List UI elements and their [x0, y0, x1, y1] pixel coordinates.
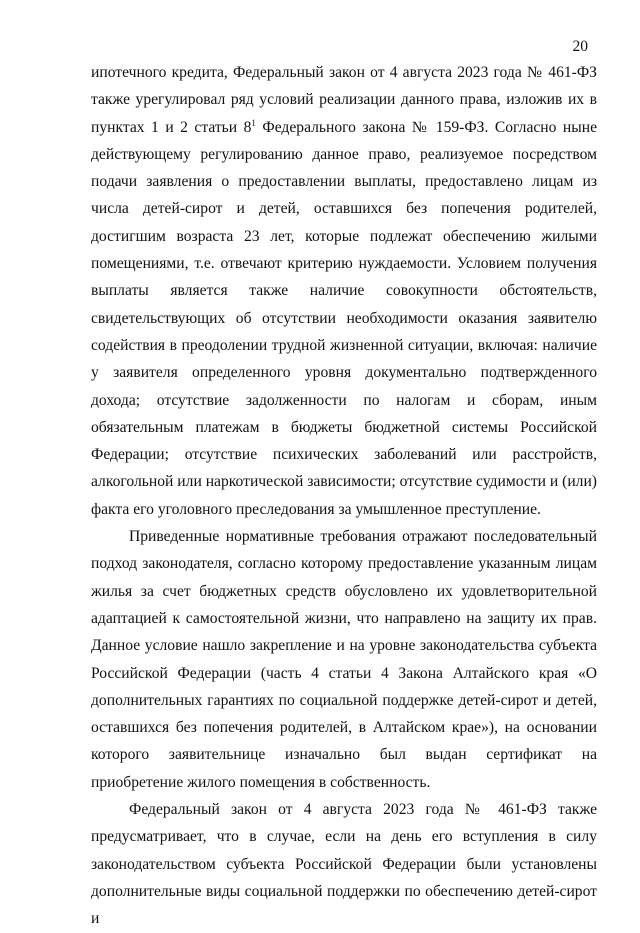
article-superscript: 1 — [251, 117, 256, 128]
paragraph-1-text-continued: Федерального закона № 159-ФЗ. Согласно ныне действующему регулированию данное право, реализуемое посредством подачи заявления о предоставлении выплаты, предоставлено лицам из числа детей-сирот и детей, оставшихся без попечения родителей, достигшим возраста 23 лет, которые подлежат обеспечению жилыми помещениями, т.е. отвечают критерию нуждаемости. Условием получения выплаты является также наличие совокупности обстоятельств, свидетельствующих об отсутствии необходимости оказания заявителю содействия в преодолении трудной жизненной ситуации, включая: наличие у заявителя определенного уровня документально подтвержденного дохода; отсутствие задолженности по налогам и сборам, иным обязательным платежам в бюджеты бюджетной системы Российской Федерации; отсутствие психических заболеваний или расстройств, алкогольной или наркотической зависимости; отсутствие судимости и (или) факта его уголовного преследования за умышленное преступление. — [91, 118, 597, 518]
paragraph-1-text: ипотечного кредита, Федеральный закон от 4 августа 2023 года № 461-ФЗ также урегулировал ряд условий реализации данного права, изложив их в пунктах 1 и 2 статьи 8 — [91, 64, 597, 136]
paragraph-1 — [91, 59, 597, 523]
paragraph-2: Приведенные нормативные требования отражают последовательный подход законодателя, согласно которому предоставление указанным лицам жилья за счет бюджетных средств обусловлено их удовлетворительной адаптацией к самостоятельной жизни, что направлено на защиту их прав. Данное условие нашло закрепление и на уровне законодательства субъекта Российской Федерации (часть 4 статьи 4 Закона Алтайского края «О дополнительных гарантиях по социальной поддержке детей-сирот и детей, оставшихся без попечения родителей, в Алтайском крае»), на основании которого заявительнице изначально был выдан сертификат на приобретение жилого помещения в собственность. — [91, 528, 597, 791]
paragraph-3: Федеральный закон от 4 августа 2023 года № 461-ФЗ также предусматривает, что в случае, если на день его вступления в силу законодательством субъекта Российской Федерации были установлены дополнительные виды социальной поддержки по обеспечению детей-сирот и — [91, 801, 597, 928]
document-body — [91, 59, 597, 933]
page-number: 20 — [572, 38, 588, 55]
